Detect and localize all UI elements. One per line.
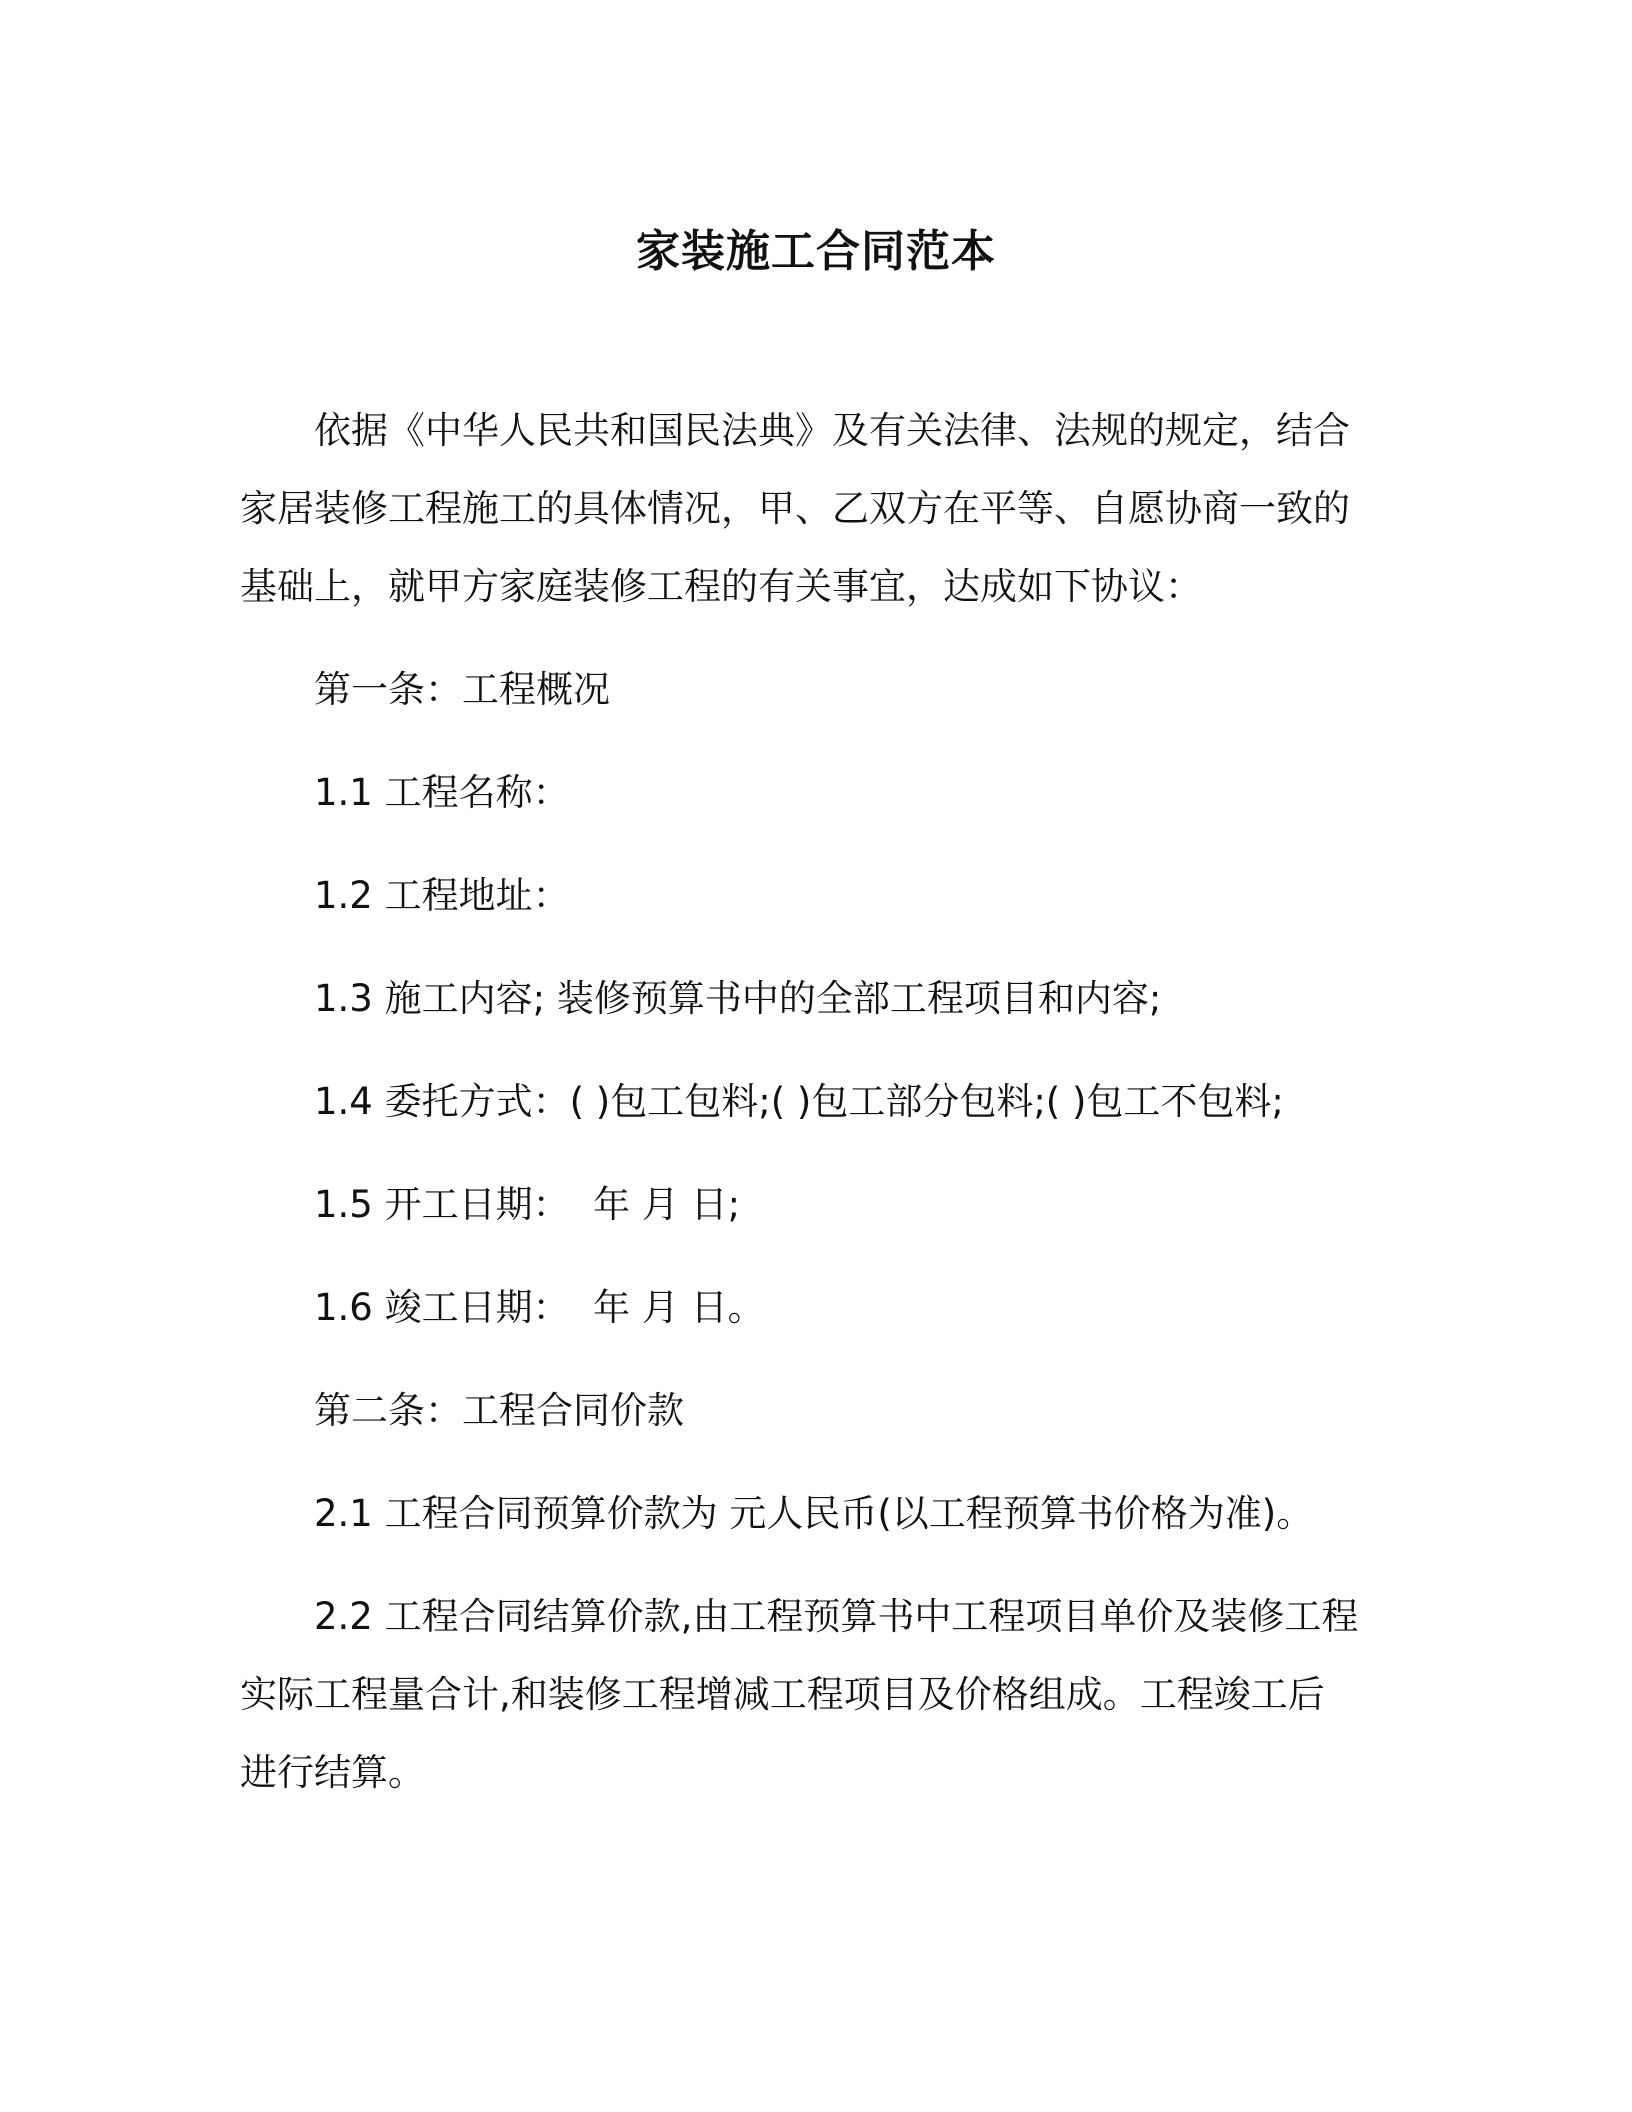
document-title: 家装施工合同范本 [636, 226, 996, 277]
section-heading-1: 第一条：工程概况 [314, 668, 610, 711]
clause-1-1: 1.1 工程名称： [314, 771, 570, 814]
document-body [240, 392, 1360, 1837]
clause-2-1: 2.1 工程合同预算价款为 元人民币(以工程预算书价格为准)。 [314, 1492, 1314, 1535]
clause-1-4: 1.4 委托方式：( )包工包料;( )包工部分包料;( )包工不包料; [314, 1080, 1284, 1123]
clause-1-2: 1.2 工程地址： [314, 874, 570, 917]
clause-2-2: 2.2 工程合同结算价款,由工程预算书中工程项目单价及装修工程实际工程量合计,和装修工程增减工程项目及价格组成。工程竣工后进行结算。 [240, 1595, 1359, 1794]
clause-1-3: 1.3 施工内容; 装修预算书中的全部工程项目和内容; [314, 977, 1162, 1020]
intro-paragraph: 依据《中华人民共和国民法典》及有关法律、法规的规定，结合家居装修工程施工的具体情况，甲、乙双方在平等、自愿协商一致的基础上，就甲方家庭装修工程的有关事宜，达成如下协议： [240, 409, 1350, 608]
clause-1-5: 1.5 开工日期： 年 月 日; [314, 1183, 741, 1226]
clause-1-6: 1.6 竣工日期： 年 月 日。 [314, 1286, 765, 1329]
section-heading-2: 第二条：工程合同价款 [314, 1389, 684, 1432]
